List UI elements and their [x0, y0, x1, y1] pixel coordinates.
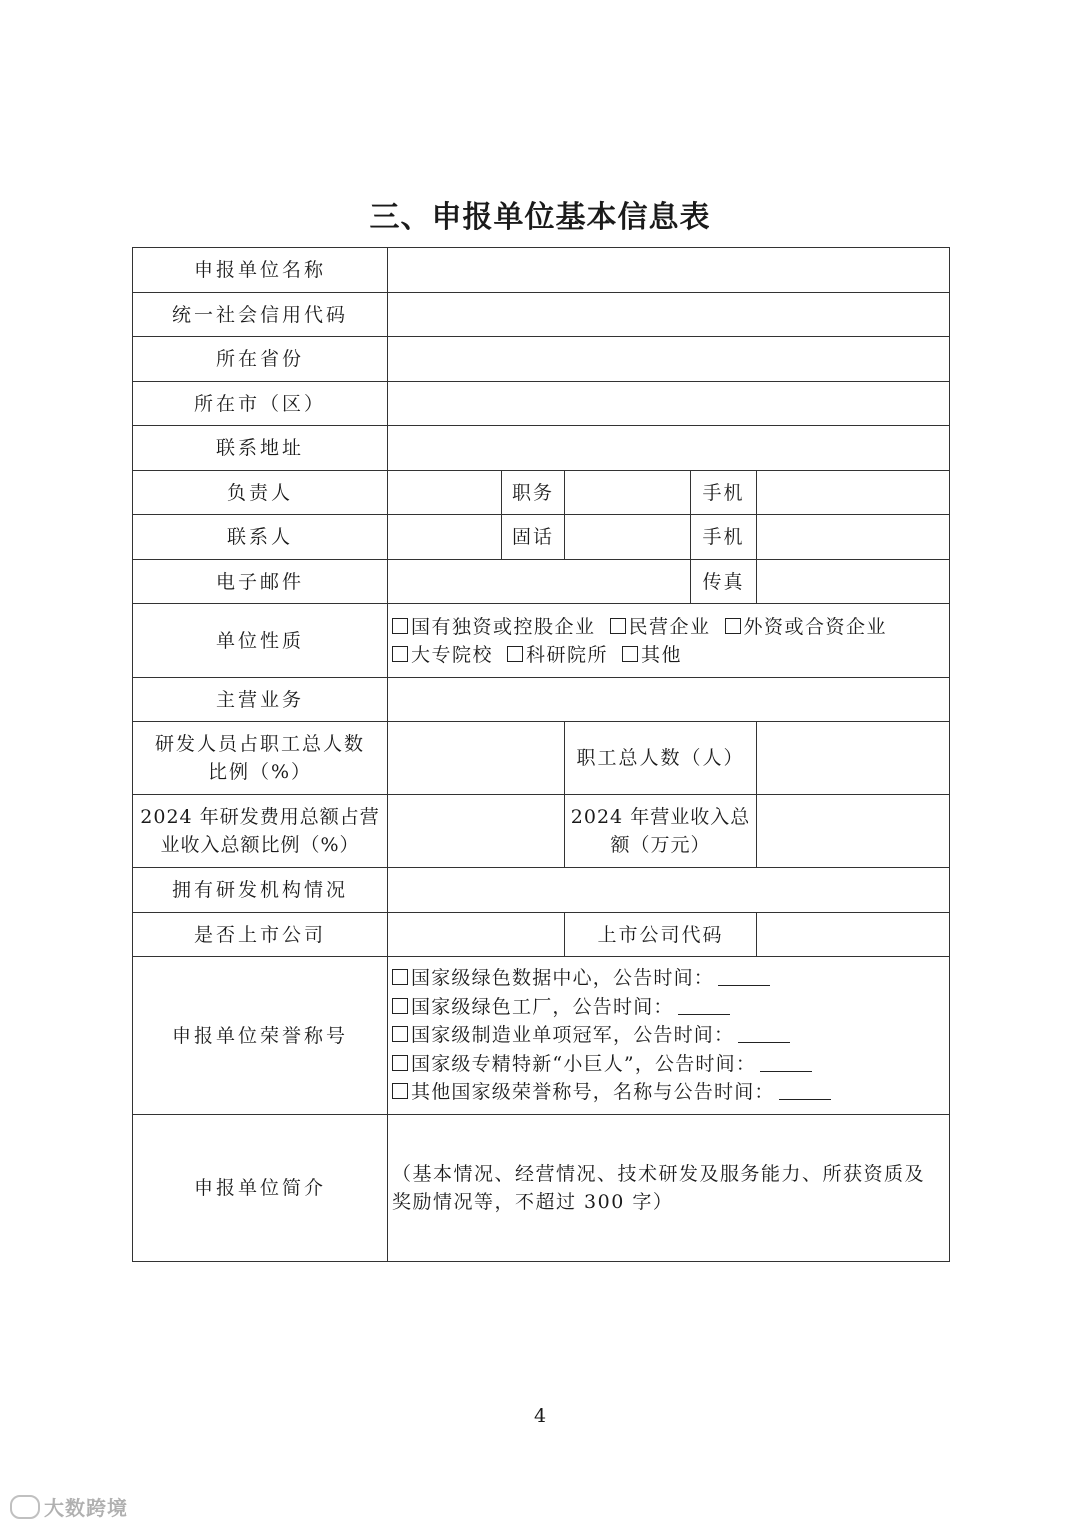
- province-field[interactable]: [388, 337, 950, 382]
- honor-option-other[interactable]: 其他国家级荣誉称号，名称与公告时间：: [392, 1078, 945, 1107]
- checkbox-icon[interactable]: [610, 618, 626, 634]
- honor-option-little-giant[interactable]: 国家级专精特新“小巨人”，公告时间：: [392, 1050, 945, 1079]
- checkbox-icon[interactable]: [392, 618, 408, 634]
- checkbox-icon[interactable]: [392, 646, 408, 662]
- checkbox-icon[interactable]: [725, 618, 741, 634]
- rd-institution-label: 拥有研发机构情况: [133, 868, 388, 913]
- position-field[interactable]: [565, 471, 691, 515]
- stock-code-field[interactable]: [757, 913, 950, 957]
- honor-options: [388, 957, 950, 1115]
- info-form-table: [132, 247, 950, 1262]
- fax-field[interactable]: [757, 560, 950, 604]
- honors-label: 申报单位荣誉称号: [133, 957, 388, 1115]
- phone-field[interactable]: [565, 515, 691, 560]
- leader-label: 负责人: [133, 471, 388, 515]
- city-field[interactable]: [388, 382, 950, 426]
- email-field[interactable]: [388, 560, 691, 604]
- date-blank[interactable]: [760, 1053, 812, 1072]
- checkbox-icon[interactable]: [392, 1026, 408, 1042]
- revenue-label: 2024 年营业收入总额（万元）: [565, 795, 757, 868]
- rd-expense-ratio-label: 2024 年研发费用总额占营业收入总额比例（%）: [133, 795, 388, 868]
- date-blank[interactable]: [718, 967, 770, 986]
- watermark-logo-icon: [10, 1495, 40, 1519]
- nature-option-college[interactable]: 大专院校: [392, 644, 493, 666]
- nature-option-state[interactable]: 国有独资或控股企业: [392, 616, 596, 638]
- intro-hint: （基本情况、经营情况、技术研发及服务能力、所获资质及奖励情况等，不超过 300 字）: [392, 1163, 926, 1213]
- honor-option-green-datacenter[interactable]: 国家级绿色数据中心，公告时间：: [392, 964, 945, 993]
- unit-name-label: 申报单位名称: [133, 248, 388, 293]
- province-label: 所在省份: [133, 337, 388, 382]
- email-label: 电子邮件: [133, 560, 388, 604]
- credit-code-label: 统一社会信用代码: [133, 293, 388, 337]
- contact-field[interactable]: [388, 515, 502, 560]
- mobile2-label: 手机: [691, 515, 757, 560]
- revenue-field[interactable]: [757, 795, 950, 868]
- business-label: 主营业务: [133, 678, 388, 722]
- page-title: 三、申报单位基本信息表: [369, 200, 711, 235]
- city-label: 所在市（区）: [133, 382, 388, 426]
- rd-ratio-field[interactable]: [388, 722, 565, 795]
- checkbox-icon[interactable]: [392, 1055, 408, 1071]
- checkbox-icon[interactable]: [392, 969, 408, 985]
- checkbox-icon[interactable]: [622, 646, 638, 662]
- checkbox-icon[interactable]: [392, 1083, 408, 1099]
- checkbox-icon[interactable]: [392, 998, 408, 1014]
- nature-option-other[interactable]: 其他: [622, 644, 682, 666]
- mobile2-field[interactable]: [757, 515, 950, 560]
- address-field[interactable]: [388, 426, 950, 471]
- date-blank[interactable]: [738, 1024, 790, 1043]
- contact-label: 联系人: [133, 515, 388, 560]
- stock-code-label: 上市公司代码: [565, 913, 757, 957]
- intro-label: 申报单位简介: [133, 1115, 388, 1262]
- nature-option-institute[interactable]: 科研院所: [507, 644, 608, 666]
- nature-label: 单位性质: [133, 604, 388, 678]
- business-field[interactable]: [388, 678, 950, 722]
- date-blank[interactable]: [779, 1081, 831, 1100]
- leader-field[interactable]: [388, 471, 502, 515]
- rd-ratio-label: 研发人员占职工总人数比例（%）: [133, 722, 388, 795]
- total-staff-label: 职工总人数（人）: [565, 722, 757, 795]
- nature-options: [388, 604, 950, 678]
- nature-option-foreign[interactable]: 外资或合资企业: [725, 616, 888, 638]
- total-staff-field[interactable]: [757, 722, 950, 795]
- watermark: 大数跨境: [10, 1492, 128, 1521]
- intro-field[interactable]: [388, 1115, 950, 1262]
- listed-label: 是否上市公司: [133, 913, 388, 957]
- checkbox-icon[interactable]: [507, 646, 523, 662]
- page-number: 4: [533, 1405, 547, 1427]
- nature-option-private[interactable]: 民营企业: [610, 616, 711, 638]
- phone-label: 固话: [502, 515, 565, 560]
- credit-code-field[interactable]: [388, 293, 950, 337]
- mobile1-field[interactable]: [757, 471, 950, 515]
- mobile1-label: 手机: [691, 471, 757, 515]
- address-label: 联系地址: [133, 426, 388, 471]
- position-label: 职务: [502, 471, 565, 515]
- date-blank[interactable]: [678, 996, 730, 1015]
- unit-name-field[interactable]: [388, 248, 950, 293]
- listed-field[interactable]: [388, 913, 565, 957]
- honor-option-green-factory[interactable]: 国家级绿色工厂，公告时间：: [392, 993, 945, 1022]
- fax-label: 传真: [691, 560, 757, 604]
- rd-institution-field[interactable]: [388, 868, 950, 913]
- honor-option-single-champion[interactable]: 国家级制造业单项冠军，公告时间：: [392, 1021, 945, 1050]
- rd-expense-ratio-field[interactable]: [388, 795, 565, 868]
